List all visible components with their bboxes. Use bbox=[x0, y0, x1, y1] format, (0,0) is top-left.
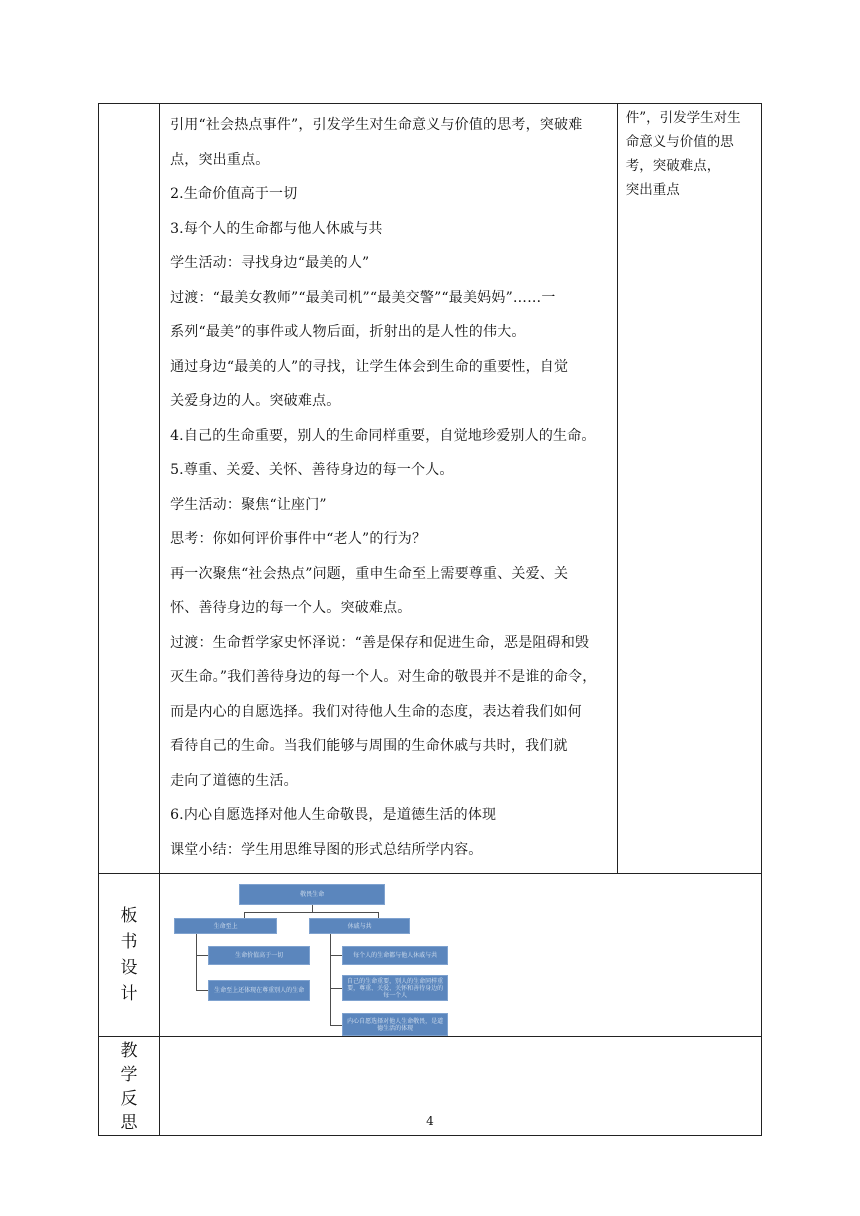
content-line: 思考：你如何评价事件中“老人”的行为？ bbox=[170, 531, 427, 547]
content-line: 再一次聚焦“社会热点”问题，重申生命至上需要尊重、关爱、关 bbox=[170, 565, 569, 582]
note-line: 命意义与价值的思 bbox=[625, 134, 734, 150]
content-line: 2.生命价值高于一切 bbox=[170, 186, 298, 202]
content-line: 怀、善待身边的每一个人。突破难点。 bbox=[170, 600, 412, 616]
note-line: 突出重点 bbox=[625, 182, 680, 198]
content-line: 通过身边“最美的人”的寻找，让学生体会到生命的重要性，自觉 bbox=[170, 358, 569, 375]
content-line: 系列“最美”的事件或人物后面，折射出的是人性的伟大。 bbox=[170, 324, 526, 340]
note-line: 考，突破难点， bbox=[625, 158, 721, 174]
content-line: 5.尊重、关爱、关怀、善待身边的每一个人。 bbox=[170, 462, 454, 478]
content-line: 看待自己的生命。当我们能够与周围的生命休戚与共时，我们就 bbox=[170, 738, 568, 754]
side-note-cell bbox=[617, 104, 761, 874]
content-line: 学生活动：聚焦“让座门” bbox=[170, 496, 327, 513]
content-line: 学生活动：寻找身边“最美的人” bbox=[170, 255, 370, 271]
mindmap-leaf-node: 自己的生命重要，别人的生命同样重要，尊重、关爱、关怀和善待身边的每一个人 bbox=[342, 975, 448, 1001]
content-line: 引用“社会热点事件”，引发学生对生命意义与价值的思考，突破难 bbox=[170, 117, 583, 133]
mindmap-leaf-node: 生命价值高于一切 bbox=[208, 946, 310, 965]
content-line: 3.每个人的生命都与他人休戚与共 bbox=[170, 220, 383, 237]
content-line: 6.内心自愿选择对他人生命敬畏，是道德生活的体现 bbox=[170, 807, 497, 823]
content-line: 课堂小结：学生用思维导图的形式总结所学内容。 bbox=[170, 841, 483, 858]
mindmap-leaf-node: 生命至上还体现在尊重别人的生命 bbox=[208, 980, 310, 1001]
content-line: 过渡：“最美女教师”“最美司机”“最美交警”“最美妈妈”……一 bbox=[170, 289, 556, 306]
content-line: 走向了道德的生活。 bbox=[170, 772, 298, 789]
content-line: 点，突出重点。 bbox=[170, 151, 270, 168]
content-line: 关爱身边的人。突破难点。 bbox=[170, 393, 341, 409]
board-design-label-cell bbox=[99, 874, 160, 1037]
page-number: 4 bbox=[426, 1114, 434, 1128]
teaching-process-row bbox=[99, 104, 762, 874]
board-design-row bbox=[99, 874, 762, 1037]
mindmap-leaf-node: 每个人的生命都与他人休戚与共 bbox=[342, 946, 448, 965]
content-line: 过渡：生命哲学家史怀泽说：“善是保存和促进生命，恶是阻碍和毁 bbox=[170, 634, 590, 651]
content-line: 4.自己的生命重要，别人的生命同样重要，自觉地珍爱别人的生命。 bbox=[170, 427, 596, 444]
board-design-label: 板书设计 bbox=[120, 906, 138, 1004]
lesson-plan-table bbox=[98, 103, 762, 1136]
empty-label-cell bbox=[99, 104, 160, 874]
content-line: 灭生命。”我们善待身边的每一个人。对生命的敬畏并不是谁的命令， bbox=[170, 669, 597, 685]
mindmap-branch-node: 生命至上 bbox=[174, 918, 277, 934]
mindmap-root-node: 敬畏生命 bbox=[239, 884, 385, 905]
note-line: 件”，引发学生对生 bbox=[625, 110, 741, 126]
main-content-cell bbox=[160, 104, 618, 874]
mind-map bbox=[174, 884, 454, 1036]
reflection-label: 教学反思 bbox=[120, 1041, 138, 1133]
board-design-cell bbox=[160, 874, 762, 1037]
mindmap-leaf-node: 内心自愿选择对他人生命敬畏，是道德生活的体现 bbox=[342, 1013, 448, 1036]
mindmap-branch-node: 休戚与共 bbox=[309, 918, 410, 934]
content-line: 而是内心的自愿选择。我们对待他人生命的态度，表达着我们如何 bbox=[170, 703, 582, 720]
